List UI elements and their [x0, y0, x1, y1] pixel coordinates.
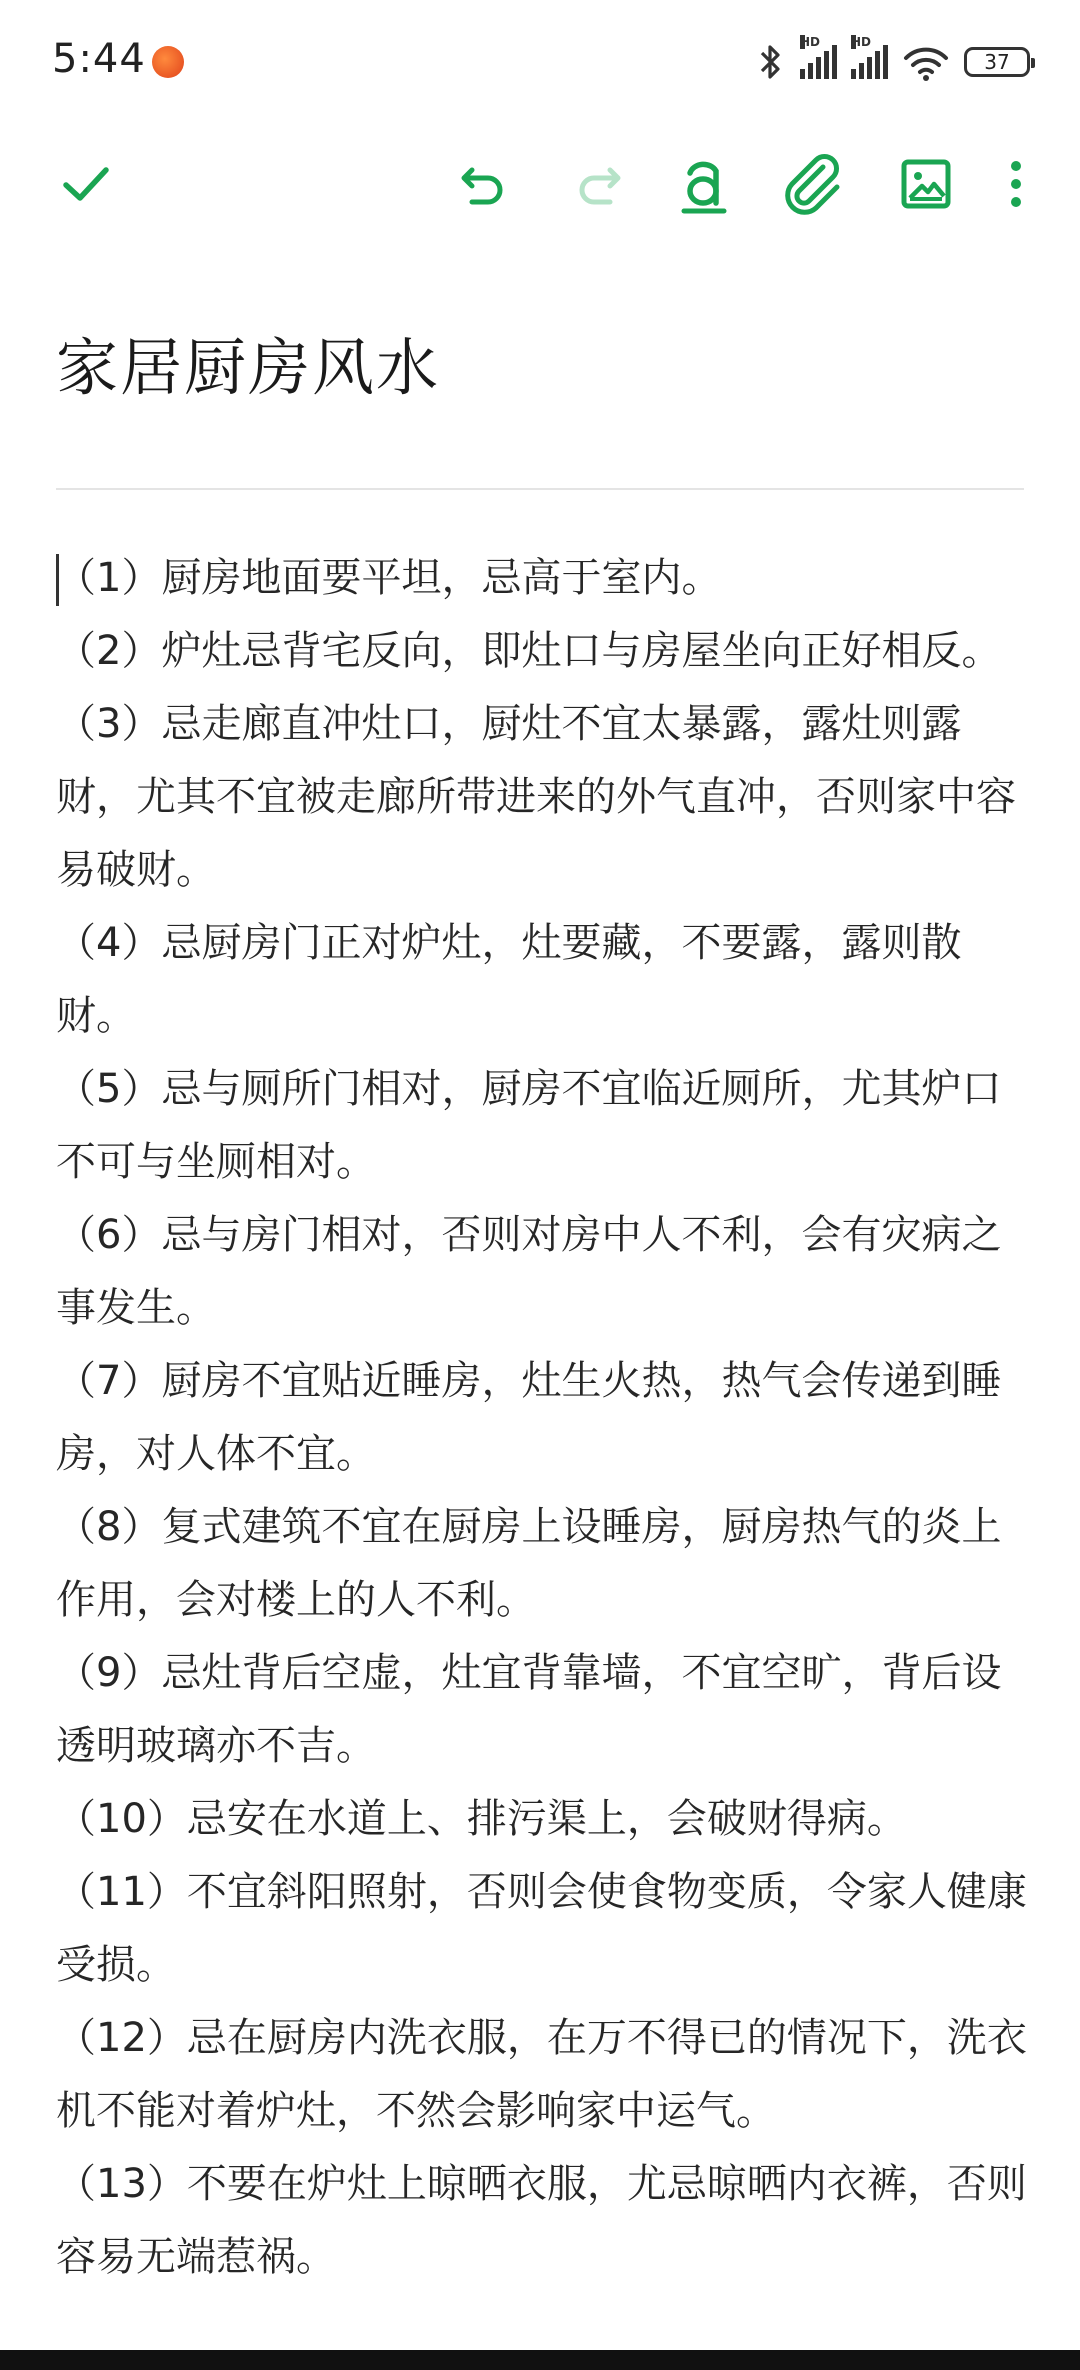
- note-paragraph: （6）忌与房门相对，否则对房中人不利，会有灾病之事发生。: [56, 1212, 1002, 1331]
- note-paragraph: （3）忌走廊直冲灶口，厨灶不宜太暴露，露灶则露财，尤其不宜被走廊所带进来的外气直冲，否则家中容易破财。: [56, 701, 1016, 893]
- insert-image-button[interactable]: [890, 148, 962, 220]
- note-paragraph: （11）不宜斜阳照射，否则会使食物变质，令家人健康受损。: [56, 1869, 1027, 1988]
- redo-icon: [570, 156, 626, 212]
- note-paragraph: （4）忌厨房门正对炉灶，灶要藏，不要露，露则散财。: [56, 920, 962, 1039]
- signal-icon: [851, 35, 888, 79]
- editor-toolbar: [0, 130, 1080, 230]
- note-paragraph: （2）炉灶忌背宅反向，即灶口与房屋坐向正好相反。: [56, 628, 1002, 674]
- attachment-button[interactable]: [778, 148, 850, 220]
- signal-hd-label: HD: [800, 35, 821, 49]
- note-body[interactable]: [56, 542, 1036, 2294]
- navigation-bar: [0, 2350, 1080, 2370]
- signal-icon: [800, 35, 837, 79]
- note-paragraph: （7）厨房不宜贴近睡房，灶生火热，热气会传递到睡房，对人体不宜。: [56, 1358, 1002, 1477]
- undo-icon: [456, 156, 512, 212]
- redo-button[interactable]: [562, 148, 634, 220]
- note-paragraph: （12）忌在厨房内洗衣服，在万不得已的情况下，洗衣机不能对着炉灶，不然会影响家中运气。: [56, 2015, 1027, 2134]
- note-paragraph: （13）不要在炉灶上晾晒衣服，尤忌晾晒内衣裤，否则容易无端惹祸。: [56, 2161, 1027, 2280]
- done-button[interactable]: [50, 148, 122, 220]
- note-paragraph: （9）忌灶背后空虚，灶宜背靠墙，不宜空旷，背后设透明玻璃亦不吉。: [56, 1650, 1002, 1769]
- system-icons: [756, 35, 1030, 86]
- status-bar: [0, 0, 1080, 120]
- note-paragraph: （10）忌安在水道上、排污渠上，会破财得病。: [56, 1796, 907, 1842]
- signal-hd-label: HD: [851, 35, 872, 49]
- note-title[interactable]: 家居厨房风水: [56, 331, 441, 404]
- app-notification-icon: [152, 46, 184, 78]
- status-time: 5:44: [52, 36, 146, 82]
- more-vertical-icon: [996, 156, 1036, 212]
- title-divider: [56, 488, 1024, 490]
- bluetooth-icon: [756, 42, 786, 82]
- wifi-icon: [902, 42, 950, 82]
- note-paragraph: （8）复式建筑不宜在厨房上设睡房，厨房热气的炎上作用，会对楼上的人不利。: [56, 1504, 1002, 1623]
- text-format-icon: [676, 153, 732, 215]
- attachment-icon: [783, 153, 845, 215]
- battery-icon: [964, 47, 1030, 77]
- text-format-button[interactable]: [668, 148, 740, 220]
- note-paragraph: （1）厨房地面要平坦，忌高于室内。: [56, 555, 722, 601]
- undo-button[interactable]: [448, 148, 520, 220]
- image-icon: [898, 156, 954, 212]
- battery-level: 37: [984, 50, 1010, 74]
- check-icon: [58, 156, 114, 212]
- more-options-button[interactable]: [980, 148, 1052, 220]
- note-paragraph: （5）忌与厕所门相对，厨房不宜临近厕所，尤其炉口不可与坐厕相对。: [56, 1066, 1002, 1185]
